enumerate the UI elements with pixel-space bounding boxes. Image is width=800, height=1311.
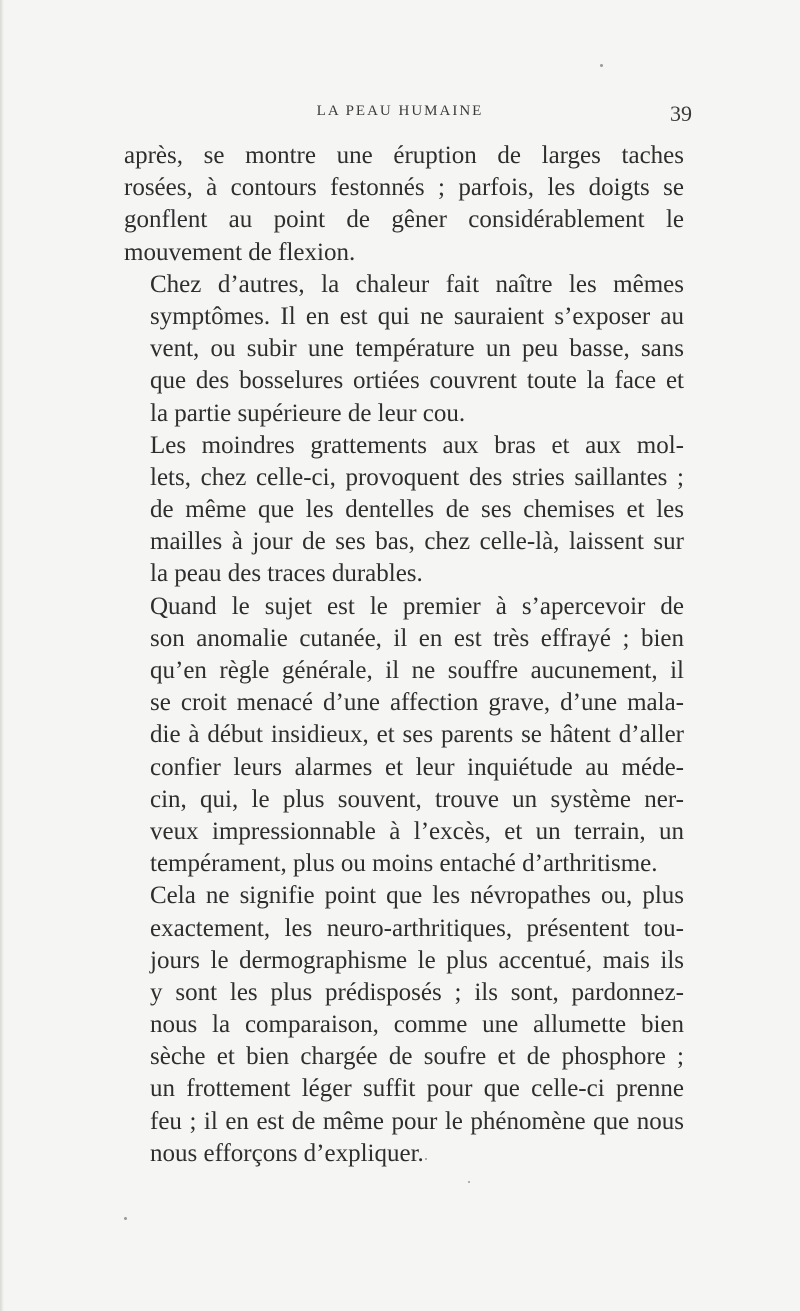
paper-speck — [468, 1181, 470, 1183]
text-line: que des bosselures ortiées couvrent toute la face et — [150, 367, 684, 395]
paper-speck — [124, 1217, 127, 1220]
text-line: la peau des traces durables. — [150, 560, 423, 588]
text-line: y sont les plus prédisposés ; ils sont, pardonnez- — [150, 978, 684, 1006]
text-line: feu ; il en est de même pour le phénomène que nous — [150, 1107, 684, 1135]
text-line: vent, ou subir une température un peu basse, sans — [150, 335, 684, 363]
text-line: exactement, les neuro-arthritiques, présentent tou- — [150, 914, 684, 942]
text-line: nous efforçons d’expliquer. — [150, 1139, 424, 1167]
text-line: nous la comparaison, comme une allumette bien — [150, 1011, 684, 1039]
text-line: Les moindres grattements aux bras et aux mol- — [150, 431, 684, 459]
body-text — [124, 140, 684, 1170]
paragraph — [124, 269, 684, 430]
text-line: se croit menacé d’une affection grave, d’une mala- — [150, 689, 684, 717]
paragraph — [124, 140, 684, 269]
text-line: Cela ne signifie point que les névropathes ou, plus — [150, 882, 684, 910]
text-line: son anomalie cutanée, il en est très effrayé ; bien — [150, 624, 684, 652]
paragraph — [124, 430, 684, 591]
text-line: gonflent au point de gêner considérablement le — [124, 206, 684, 234]
page-number: 39 — [670, 101, 692, 126]
text-line: lets, chez celle-ci, provoquent des stries saillantes ; — [150, 463, 684, 491]
text-line: tempérament, plus ou moins entaché d’arthritisme. — [150, 850, 658, 878]
text-line: Chez d’autres, la chaleur fait naître les mêmes — [150, 270, 684, 298]
text-line: die à début insidieux, et ses parents se hâtent d’aller — [150, 721, 684, 749]
text-line: symptômes. Il en est qui ne sauraient s’exposer au — [150, 302, 684, 330]
paragraph — [124, 880, 684, 1170]
text-line: sèche et bien chargée de soufre et de phosphore ; — [150, 1043, 684, 1071]
text-line: jours le dermographisme le plus accentué, mais ils — [150, 946, 684, 974]
text-line: la partie supérieure de leur cou. — [150, 399, 466, 427]
text-line: mouvement de flexion. — [124, 238, 356, 266]
text-line: veux impressionnable à l’excès, et un terrain, un — [150, 817, 684, 845]
text-line: mailles à jour de ses bas, chez celle-là, laissent sur — [150, 528, 684, 556]
text-line: confier leurs alarmes et leur inquiétude au méde- — [150, 753, 684, 781]
page-header — [0, 101, 800, 131]
paper-speck — [600, 64, 603, 67]
paper-speck — [425, 1158, 427, 1160]
page-gutter-shadow — [0, 0, 4, 1311]
running-head: LA PEAU HUMAINE — [316, 103, 484, 119]
text-line: de même que les dentelles de ses chemises et les — [150, 496, 684, 524]
text-line: un frottement léger suffit pour que celle-ci prenne — [150, 1075, 684, 1103]
text-line: qu’en règle générale, il ne souffre aucunement, il — [150, 657, 684, 684]
text-line: cin, qui, le plus souvent, trouve un système ner- — [150, 785, 684, 813]
paragraph — [124, 591, 684, 881]
text-line: après, se montre une éruption de larges taches — [124, 142, 684, 169]
text-line: Quand le sujet est le premier à s’apercevoir de — [150, 592, 684, 620]
text-line: rosées, à contours festonnés ; parfois, les doigts se — [124, 174, 684, 202]
